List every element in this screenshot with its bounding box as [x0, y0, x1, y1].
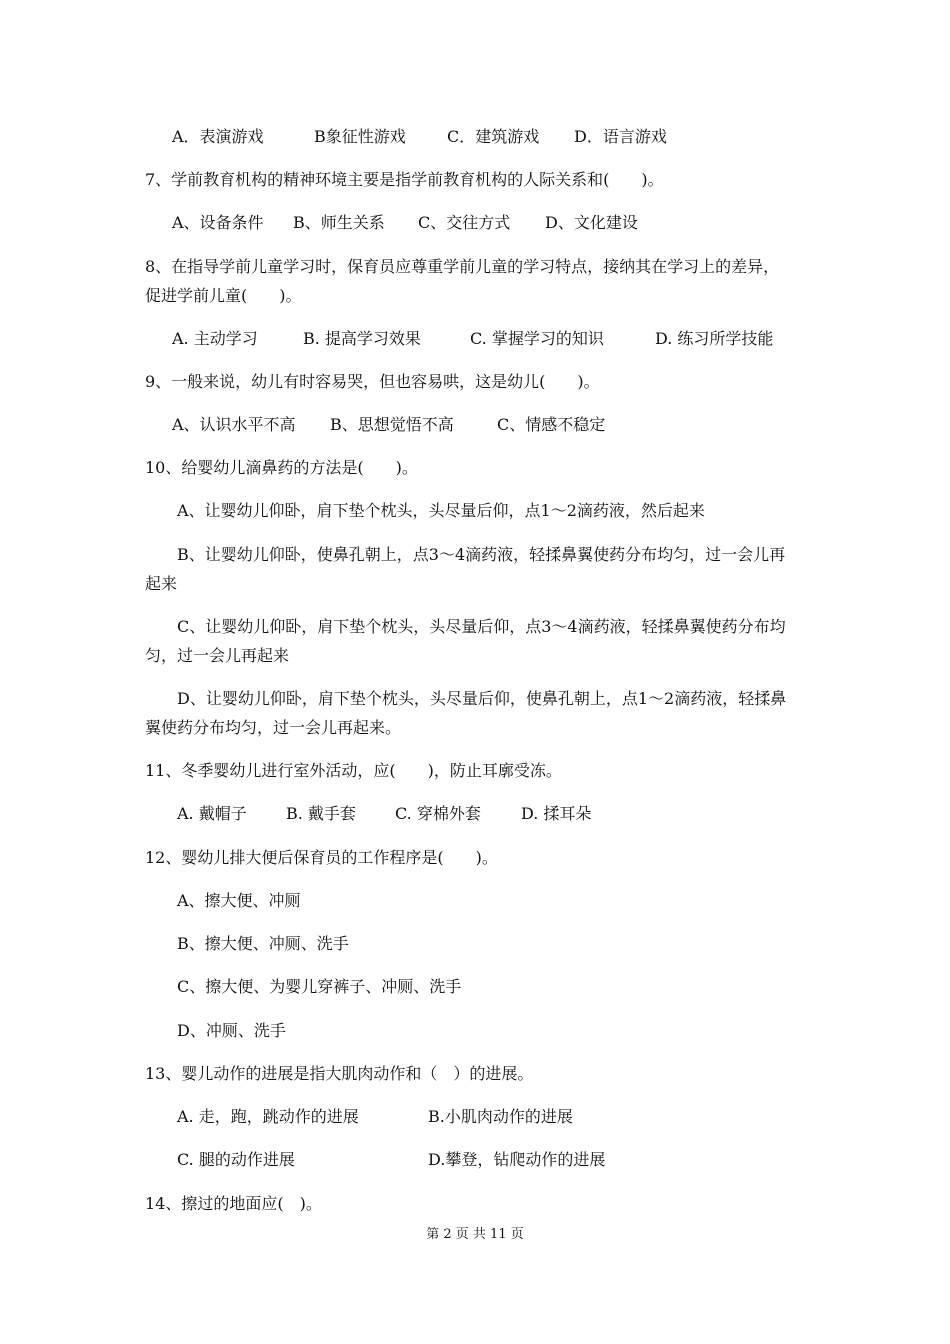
q6-option-c: C．建筑游戏	[447, 127, 540, 146]
q6-option-b: B象征性游戏	[314, 127, 406, 146]
q12-option-b: B、擦大便、冲厕、洗手	[177, 934, 349, 953]
q10-option-b-line2: 起来	[145, 574, 178, 593]
q8-option-d: D. 练习所学技能	[655, 329, 774, 348]
q7-option-c: C、交往方式	[418, 213, 511, 232]
q8-option-a: A. 主动学习	[172, 329, 258, 348]
q10-stem: 10、给婴幼儿滴鼻药的方法是( )。	[145, 458, 418, 477]
q9-option-b: B、思想觉悟不高	[330, 415, 454, 434]
q7-option-b: B、师生关系	[293, 213, 385, 232]
q11-option-d: D. 揉耳朵	[521, 804, 592, 823]
q6-option-a: A．表演游戏	[172, 127, 264, 146]
q8-stem-line2: 促进学前儿童( )。	[145, 286, 302, 305]
q13-option-b: B.小肌肉动作的进展	[428, 1107, 573, 1126]
q13-option-a: A. 走，跑，跳动作的进展	[177, 1107, 359, 1126]
q7-option-a: A、设备条件	[172, 213, 264, 232]
q9-option-c: C、情感不稳定	[497, 415, 606, 434]
q12-stem: 12、婴幼儿排大便后保育员的工作程序是( )。	[145, 848, 498, 867]
q11-option-b: B. 戴手套	[286, 804, 356, 823]
q12-option-a: A、擦大便、冲厕	[177, 891, 301, 910]
q12-option-c: C、擦大便、为婴儿穿裤子、冲厕、洗手	[177, 977, 462, 996]
q7-option-d: D、文化建设	[545, 213, 638, 232]
page-footer: 第 2 页 共 11 页	[426, 1227, 524, 1242]
q12-option-d: D、冲厕、洗手	[177, 1021, 286, 1040]
q8-option-b: B. 提高学习效果	[303, 329, 421, 348]
q10-option-b-line1: B、让婴幼儿仰卧，使鼻孔朝上，点3～4滴药液，轻揉鼻翼使药分布均匀，过一会儿再	[177, 545, 786, 564]
q10-option-d-line2: 翼使药分布均匀，过一会儿再起来。	[145, 718, 402, 737]
q9-option-a: A、认识水平不高	[172, 415, 296, 434]
q10-option-c-line1: C、让婴幼儿仰卧，肩下垫个枕头，头尽量后仰，点3～4滴药液，轻揉鼻翼使药分布均	[177, 617, 786, 636]
q13-option-d: D.攀登，钻爬动作的进展	[428, 1150, 606, 1169]
q13-option-c: C. 腿的动作进展	[177, 1150, 295, 1169]
q8-option-c: C. 掌握学习的知识	[470, 329, 604, 348]
q9-stem: 9、一般来说，幼儿有时容易哭，但也容易哄，这是幼儿( )。	[145, 372, 600, 391]
q10-option-d-line1: D、让婴幼儿仰卧，肩下垫个枕头，头尽量后仰，使鼻孔朝上，点1～2滴药液，轻揉鼻	[177, 689, 787, 708]
q11-option-c: C. 穿棉外套	[395, 804, 481, 823]
q10-option-a: A、让婴幼儿仰卧，肩下垫个枕头，头尽量后仰，点1～2滴药液，然后起来	[177, 501, 705, 520]
q10-option-c-line2: 匀，过一会儿再起来	[145, 646, 290, 665]
q11-option-a: A. 戴帽子	[177, 804, 247, 823]
q7-stem: 7、学前教育机构的精神环境主要是指学前教育机构的人际关系和( )。	[145, 170, 664, 189]
q11-stem: 11、冬季婴幼儿进行室外活动，应( )，防止耳廓受冻。	[145, 761, 562, 780]
q13-stem: 13、婴儿动作的进展是指大肌肉动作和（ ）的进展。	[145, 1064, 534, 1083]
q8-stem-line1: 8、在指导学前儿童学习时，保育员应尊重学前儿童的学习特点，接纳其在学习上的差异，	[145, 257, 780, 276]
q6-option-d: D．语言游戏	[574, 127, 667, 146]
q14-stem: 14、擦过的地面应( )。	[145, 1194, 322, 1213]
